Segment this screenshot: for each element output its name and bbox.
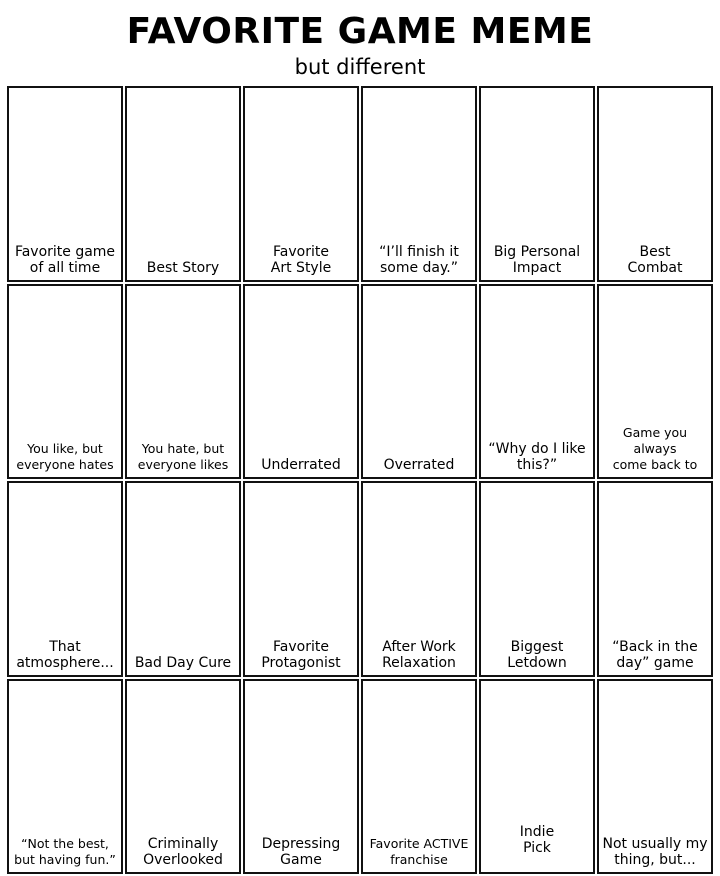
cell-label: You hate, but everyone likes <box>137 441 229 472</box>
cell-label: That atmosphere... <box>16 638 114 671</box>
cell-label: Favorite game of all time <box>14 243 116 276</box>
cell-label: “Back in the day” game <box>612 638 698 671</box>
grid-cell-best-combat <box>597 86 713 282</box>
grid-cell-why-do-i-like <box>479 284 595 480</box>
grid-cell-depressing-game <box>243 679 359 875</box>
cell-label: “Not the best, but having fun.” <box>14 836 116 867</box>
cell-label: Overrated <box>383 457 455 473</box>
grid-cell-underrated <box>243 284 359 480</box>
cell-label: Best Story <box>146 259 220 276</box>
grid-cell-you-hate-everyone-likes <box>125 284 241 480</box>
cell-label: Favorite Art Style <box>270 243 332 276</box>
cell-label: Not usually my thing, but... <box>602 836 708 868</box>
cell-label: Best Combat <box>627 243 683 276</box>
grid-cell-personal-impact <box>479 86 595 282</box>
page-subtitle: but different <box>294 55 426 79</box>
grid-cell-not-usually-my-thing <box>597 679 713 875</box>
meme-grid <box>7 86 713 874</box>
cell-label: Game you always come back to <box>612 425 698 472</box>
cell-label: Depressing Game <box>261 836 341 868</box>
cell-label: After Work Relaxation <box>382 638 456 671</box>
cell-label: Big Personal Impact <box>493 243 581 276</box>
grid-cell-come-back-to <box>597 284 713 480</box>
grid-cell-overrated <box>361 284 477 480</box>
cell-label: “I’ll finish it some day.” <box>379 243 459 276</box>
grid-cell-bad-day-cure <box>125 481 241 677</box>
cell-label: Underrated <box>261 457 341 473</box>
grid-cell-best-story <box>125 86 241 282</box>
cell-label: Indie Pick <box>519 824 555 856</box>
grid-cell-biggest-letdown <box>479 481 595 677</box>
grid-cell-favorite-protagonist <box>243 481 359 677</box>
grid-cell-criminally-overlooked <box>125 679 241 875</box>
grid-cell-art-style <box>243 86 359 282</box>
cell-label: Biggest Letdown <box>507 638 567 671</box>
grid-cell-finish-some-day <box>361 86 477 282</box>
grid-cell-you-like-everyone-hates <box>7 284 123 480</box>
grid-cell-back-in-the-day <box>597 481 713 677</box>
cell-label: Favorite ACTIVE franchise <box>369 836 469 867</box>
cell-label: You like, but everyone hates <box>16 441 114 472</box>
grid-cell-after-work <box>361 481 477 677</box>
cell-label: Criminally Overlooked <box>143 836 223 868</box>
grid-cell-not-the-best <box>7 679 123 875</box>
cell-label: Favorite Protagonist <box>261 638 341 671</box>
grid-cell-atmosphere <box>7 481 123 677</box>
grid-cell-active-franchise <box>361 679 477 875</box>
cell-label: Bad Day Cure <box>134 654 232 671</box>
grid-cell-favorite-game <box>7 86 123 282</box>
cell-label: “Why do I like this?” <box>488 441 586 473</box>
page-title: FAVORITE GAME MEME <box>126 11 594 52</box>
grid-cell-indie-pick <box>479 679 595 875</box>
